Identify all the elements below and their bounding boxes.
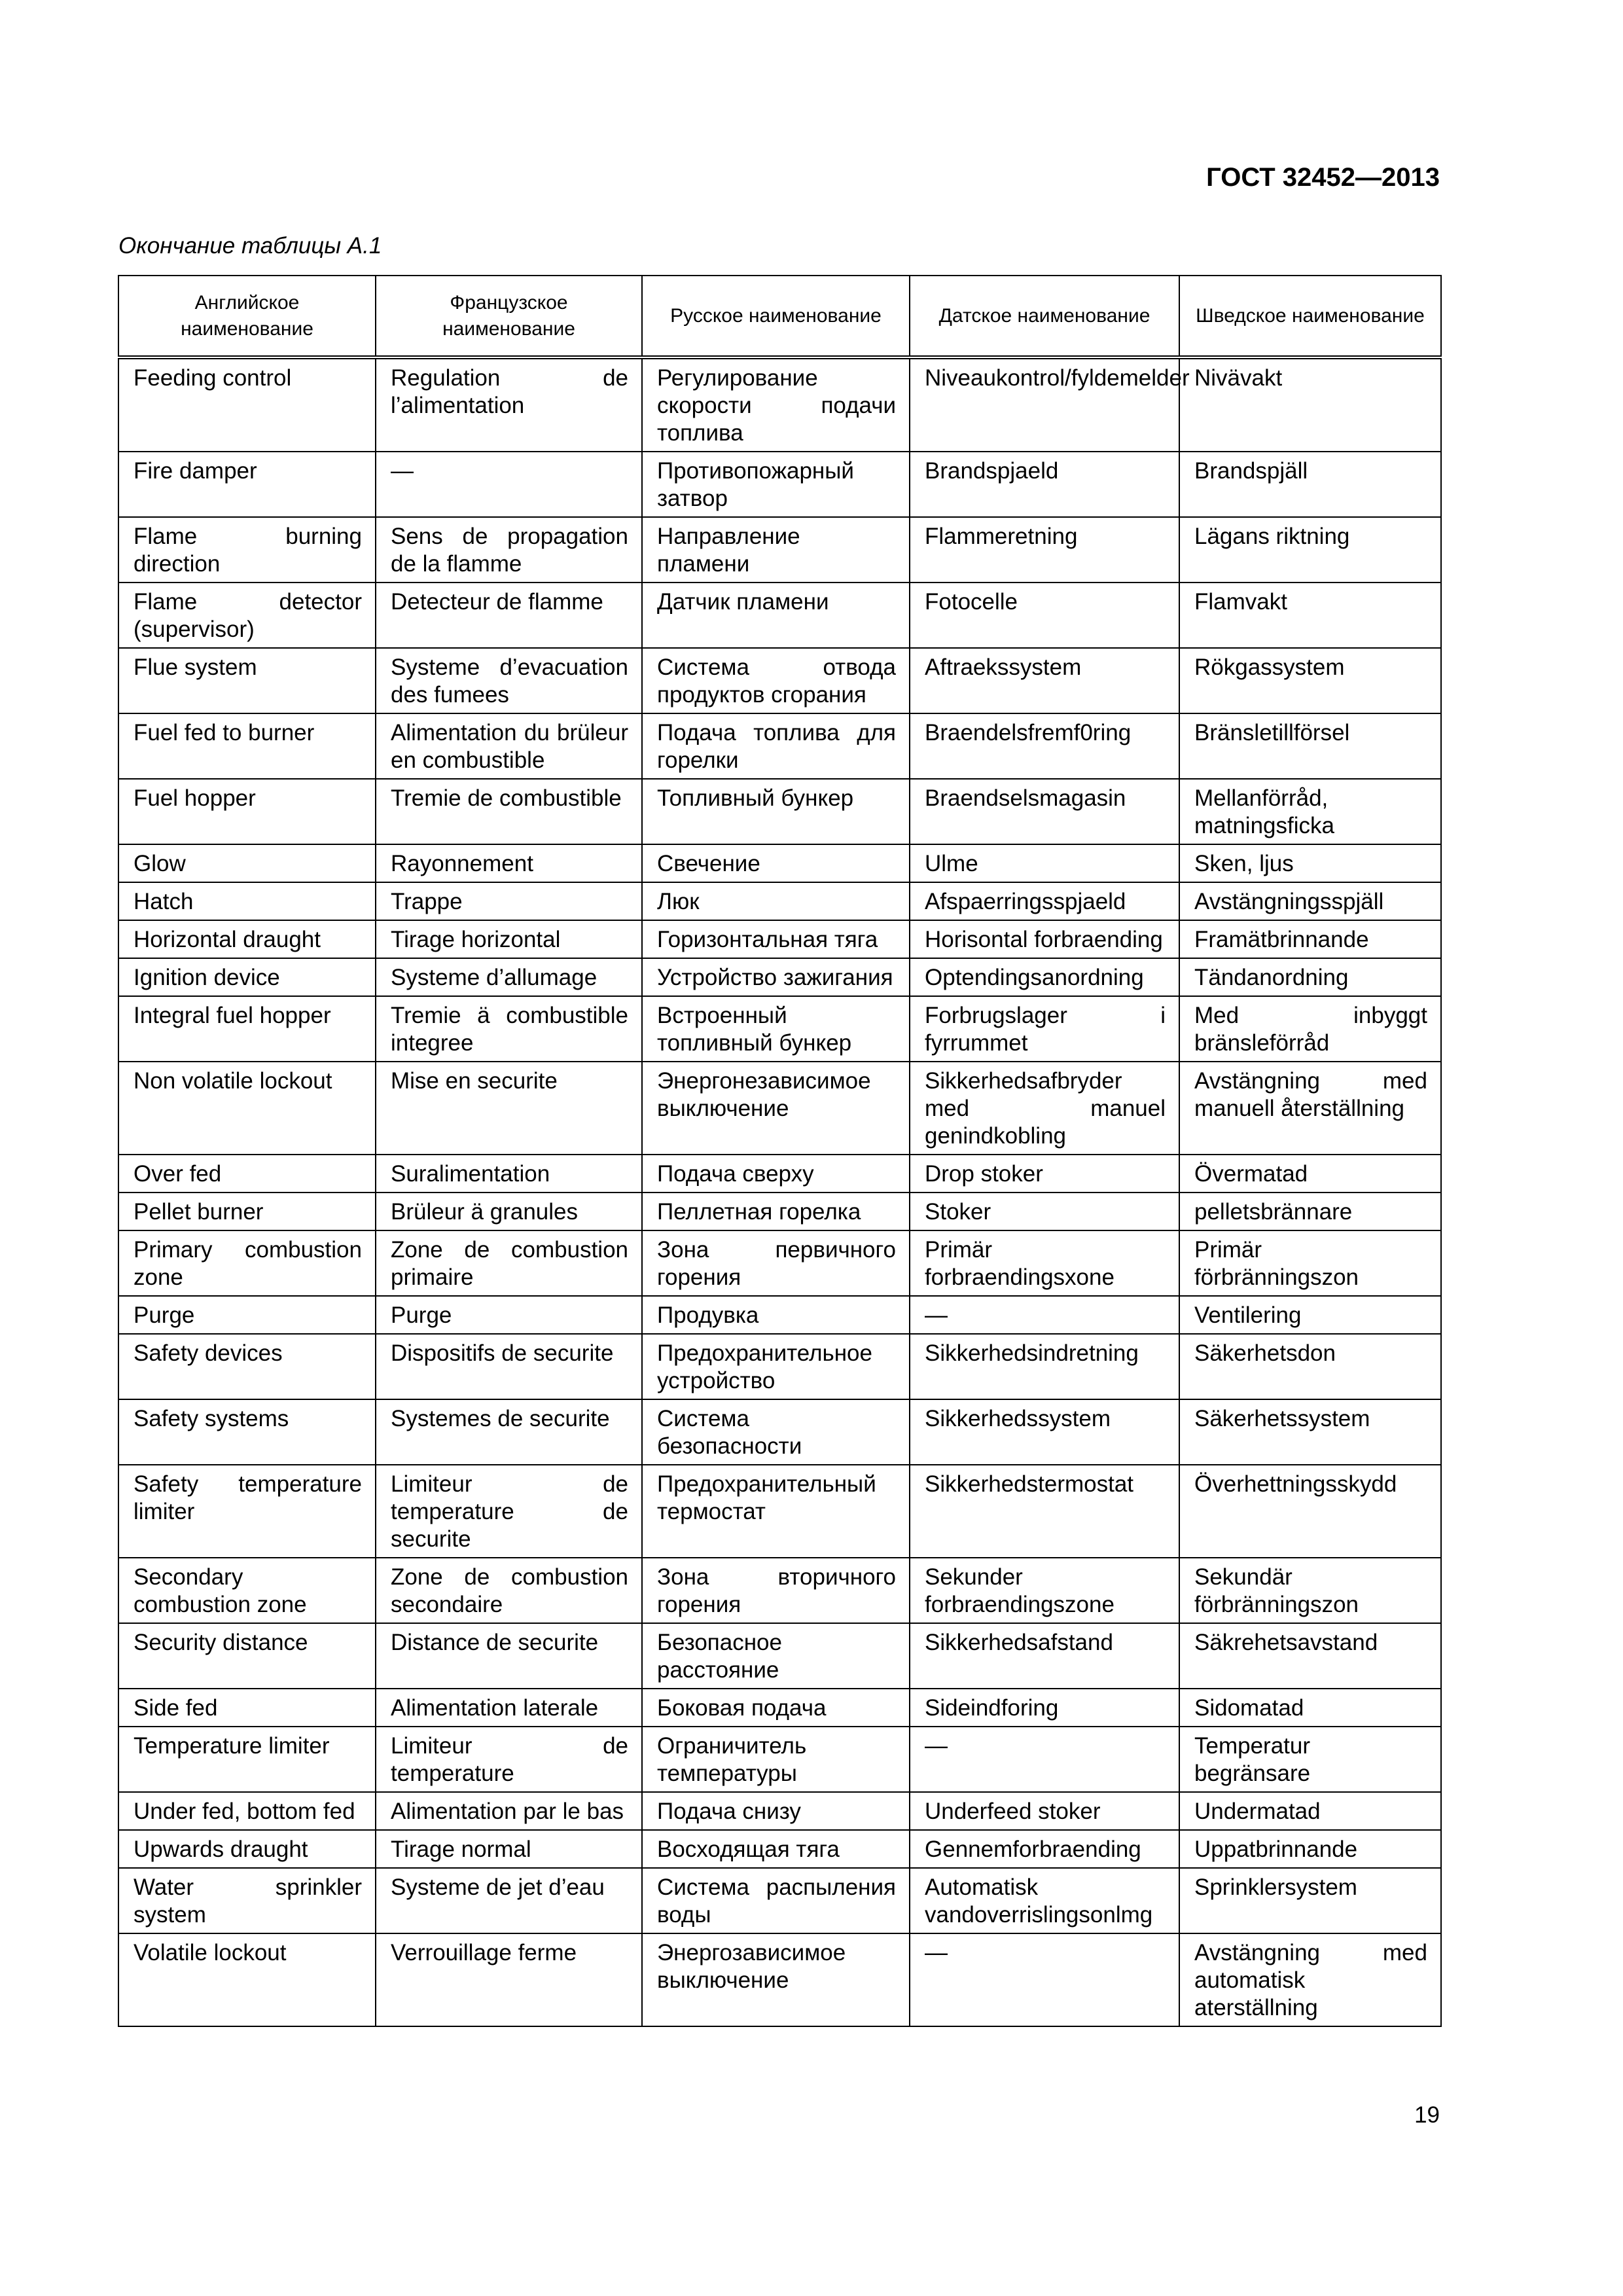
swedish-term: Säkrehetsavstand	[1179, 1623, 1441, 1689]
english-term: Feeding control	[118, 357, 376, 452]
russian-term: Топливный бункер	[642, 779, 910, 844]
swedish-term: Nivävakt	[1179, 357, 1441, 452]
table-row	[118, 1830, 1441, 1868]
swedish-term: Flamvakt	[1179, 583, 1441, 648]
english-term: Over fed	[118, 1155, 376, 1193]
table-row	[118, 357, 1441, 452]
russian-term: Горизонтальная тяга	[642, 920, 910, 958]
table-row	[118, 1558, 1441, 1623]
english-term: Upwards draught	[118, 1830, 376, 1868]
swedish-term: Mellanförråd, matningsficka	[1179, 779, 1441, 844]
french-term: Brüleur ä granules	[376, 1193, 642, 1230]
danish-term: Automatisk vandoverrislingsonlmg	[910, 1868, 1179, 1933]
english-term: Security distance	[118, 1623, 376, 1689]
swedish-term: Framätbrinnande	[1179, 920, 1441, 958]
terms-table-header	[118, 276, 1441, 357]
french-term: Alimentation laterale	[376, 1689, 642, 1727]
english-term: Horizontal draught	[118, 920, 376, 958]
russian-term: Восходящая тяга	[642, 1830, 910, 1868]
french-term: Purge	[376, 1296, 642, 1334]
french-term: Systeme d’allumage	[376, 958, 642, 996]
table-row	[118, 648, 1441, 713]
swedish-term: Sekundär förbränningszon	[1179, 1558, 1441, 1623]
table-row	[118, 1868, 1441, 1933]
table-row	[118, 1193, 1441, 1230]
swedish-term: Avstängningsspjäll	[1179, 882, 1441, 920]
danish-term: Aftraekssystem	[910, 648, 1179, 713]
danish-term: Optendingsanordning	[910, 958, 1179, 996]
french-term: Tirage horizontal	[376, 920, 642, 958]
french-term: Tirage normal	[376, 1830, 642, 1868]
table-row	[118, 1465, 1441, 1558]
table-row	[118, 1727, 1441, 1792]
french-term: Suralimentation	[376, 1155, 642, 1193]
table-row	[118, 1062, 1441, 1155]
russian-term: Подача снизу	[642, 1792, 910, 1830]
danish-term: —	[910, 1933, 1179, 2026]
table-row	[118, 996, 1441, 1062]
english-term: Safety systems	[118, 1399, 376, 1465]
swedish-term: Överhettningsskydd	[1179, 1465, 1441, 1558]
table-row	[118, 452, 1441, 517]
danish-term: Niveaukontrol/fyldemelder	[910, 357, 1179, 452]
table-row	[118, 1399, 1441, 1465]
danish-term: Sikkerhedsindretning	[910, 1334, 1179, 1399]
swedish-term: Undermatad	[1179, 1792, 1441, 1830]
english-term: Safety temperature limiter	[118, 1465, 376, 1558]
russian-term: Система отвода продуктов сгорания	[642, 648, 910, 713]
french-term: Trappe	[376, 882, 642, 920]
english-term: Integral fuel hopper	[118, 996, 376, 1062]
french-term: Rayonnement	[376, 844, 642, 882]
russian-term: Система распыления воды	[642, 1868, 910, 1933]
english-term: Non volatile lockout	[118, 1062, 376, 1155]
danish-term: —	[910, 1296, 1179, 1334]
swedish-term: Bränsletillförsel	[1179, 713, 1441, 779]
swedish-term: Säkerhetssystem	[1179, 1399, 1441, 1465]
swedish-term: Lägans riktning	[1179, 517, 1441, 583]
swedish-term: Ventilering	[1179, 1296, 1441, 1334]
danish-term: Brandspjaeld	[910, 452, 1179, 517]
danish-term: Fotocelle	[910, 583, 1179, 648]
column-header-danish: Датское наименование	[910, 276, 1179, 357]
french-term: Dispositifs de securite	[376, 1334, 642, 1399]
russian-term: Энергозависимое выключение	[642, 1933, 910, 2026]
swedish-term: Med inbyggt bränsleförråd	[1179, 996, 1441, 1062]
swedish-term: Sprinklersystem	[1179, 1868, 1441, 1933]
table-row	[118, 517, 1441, 583]
danish-term: Forbrugslager i fyrrummet	[910, 996, 1179, 1062]
english-term: Safety devices	[118, 1334, 376, 1399]
russian-term: Пеллетная горелка	[642, 1193, 910, 1230]
danish-term: Stoker	[910, 1193, 1179, 1230]
english-term: Ignition device	[118, 958, 376, 996]
russian-term: Противопожарный затвор	[642, 452, 910, 517]
english-term: Hatch	[118, 882, 376, 920]
french-term: —	[376, 452, 642, 517]
table-row	[118, 779, 1441, 844]
swedish-term: Avstängning med automatisk aterställning	[1179, 1933, 1441, 2026]
table-row	[118, 713, 1441, 779]
column-header-swedish: Шведское наименование	[1179, 276, 1441, 357]
table-row	[118, 920, 1441, 958]
english-term: Flue system	[118, 648, 376, 713]
swedish-term: Övermatad	[1179, 1155, 1441, 1193]
russian-term: Система безопасности	[642, 1399, 910, 1465]
table-row	[118, 958, 1441, 996]
danish-term: Braendelsfremf0ring	[910, 713, 1179, 779]
russian-term: Свечение	[642, 844, 910, 882]
danish-term: Primär forbraendingsxone	[910, 1230, 1179, 1296]
russian-term: Зона первичного горения	[642, 1230, 910, 1296]
table-row	[118, 1933, 1441, 2026]
russian-term: Предохранительный термостат	[642, 1465, 910, 1558]
table-row	[118, 844, 1441, 882]
french-term: Tremie ä combustible integree	[376, 996, 642, 1062]
standard-code: ГОСТ 32452—2013	[1206, 163, 1440, 192]
french-term: Zone de combustion primaire	[376, 1230, 642, 1296]
french-term: Distance de securite	[376, 1623, 642, 1689]
english-term: Glow	[118, 844, 376, 882]
table-row	[118, 1296, 1441, 1334]
swedish-term: Säkerhetsdon	[1179, 1334, 1441, 1399]
english-term: Purge	[118, 1296, 376, 1334]
danish-term: Underfeed stoker	[910, 1792, 1179, 1830]
french-term: Tremie de combustible	[376, 779, 642, 844]
page-number: 19	[1414, 2102, 1440, 2128]
column-header-russian: Русское наименование	[642, 276, 910, 357]
russian-term: Боковая подача	[642, 1689, 910, 1727]
english-term: Under fed, bottom fed	[118, 1792, 376, 1830]
french-term: Mise en securite	[376, 1062, 642, 1155]
russian-term: Люк	[642, 882, 910, 920]
english-term: Secondary combustion zone	[118, 1558, 376, 1623]
russian-term: Подача топлива для горелки	[642, 713, 910, 779]
danish-term: Sideindforing	[910, 1689, 1179, 1727]
table-caption: Окончание таблицы А.1	[118, 233, 382, 259]
russian-term: Безопасное расстояние	[642, 1623, 910, 1689]
swedish-term: Primär förbränningszon	[1179, 1230, 1441, 1296]
french-term: Systeme de jet d’eau	[376, 1868, 642, 1933]
french-term: Zone de combustion secondaire	[376, 1558, 642, 1623]
table-row	[118, 583, 1441, 648]
danish-term: Sekunder forbraendingszone	[910, 1558, 1179, 1623]
english-term: Primary combustion zone	[118, 1230, 376, 1296]
danish-term: —	[910, 1727, 1179, 1792]
swedish-term: Sidomatad	[1179, 1689, 1441, 1727]
table-row	[118, 1230, 1441, 1296]
swedish-term: pelletsbrännare	[1179, 1193, 1441, 1230]
table-row	[118, 1792, 1441, 1830]
french-term: Alimentation du brüleur en combustible	[376, 713, 642, 779]
english-term: Side fed	[118, 1689, 376, 1727]
swedish-term: Brandspjäll	[1179, 452, 1441, 517]
russian-term: Регулирование скорости подачи топлива	[642, 357, 910, 452]
russian-term: Продувка	[642, 1296, 910, 1334]
french-term: Limiteur de temperature de securite	[376, 1465, 642, 1558]
column-header-english: Английское наименование	[118, 276, 376, 357]
russian-term: Энергонезависимое выключение	[642, 1062, 910, 1155]
swedish-term: Avstängning med manuell återställning	[1179, 1062, 1441, 1155]
danish-term: Sikkerhedssystem	[910, 1399, 1179, 1465]
english-term: Fuel fed to burner	[118, 713, 376, 779]
danish-term: Sikkerhedstermostat	[910, 1465, 1179, 1558]
terms-table	[118, 275, 1442, 2027]
french-term: Limiteur de temperature	[376, 1727, 642, 1792]
swedish-term: Tändanordning	[1179, 958, 1441, 996]
danish-term: Braendselsmagasin	[910, 779, 1179, 844]
danish-term: Sikkerhedsafstand	[910, 1623, 1179, 1689]
russian-term: Зона вторичного горения	[642, 1558, 910, 1623]
danish-term: Gennemforbraending	[910, 1830, 1179, 1868]
english-term: Fire damper	[118, 452, 376, 517]
danish-term: Afspaerringsspjaeld	[910, 882, 1179, 920]
table-row	[118, 1689, 1441, 1727]
english-term: Pellet burner	[118, 1193, 376, 1230]
table-row	[118, 1334, 1441, 1399]
danish-term: Horisontal forbraending	[910, 920, 1179, 958]
column-header-french: Французское наименование	[376, 276, 642, 357]
swedish-term: Temperatur begränsare	[1179, 1727, 1441, 1792]
header-row	[118, 276, 1441, 357]
russian-term: Подача сверху	[642, 1155, 910, 1193]
russian-term: Датчик пламени	[642, 583, 910, 648]
danish-term: Drop stoker	[910, 1155, 1179, 1193]
english-term: Temperature limiter	[118, 1727, 376, 1792]
danish-term: Sikkerhedsafbryder med manuel genindkobling	[910, 1062, 1179, 1155]
french-term: Alimentation par le bas	[376, 1792, 642, 1830]
table-row	[118, 1623, 1441, 1689]
swedish-term: Sken, ljus	[1179, 844, 1441, 882]
danish-term: Flammeretning	[910, 517, 1179, 583]
russian-term: Встроенный топливный бункер	[642, 996, 910, 1062]
swedish-term: Rökgassystem	[1179, 648, 1441, 713]
english-term: Flame detector (supervisor)	[118, 583, 376, 648]
french-term: Systeme d’evacuation des fumees	[376, 648, 642, 713]
french-term: Verrouillage ferme	[376, 1933, 642, 2026]
russian-term: Устройство зажигания	[642, 958, 910, 996]
french-term: Detecteur de flamme	[376, 583, 642, 648]
french-term: Regulation de l’alimentation	[376, 357, 642, 452]
english-term: Flame burning direction	[118, 517, 376, 583]
danish-term: Ulme	[910, 844, 1179, 882]
english-term: Volatile lockout	[118, 1933, 376, 2026]
english-term: Fuel hopper	[118, 779, 376, 844]
french-term: Systemes de securite	[376, 1399, 642, 1465]
table-row	[118, 1155, 1441, 1193]
table-row	[118, 882, 1441, 920]
russian-term: Ограничитель температуры	[642, 1727, 910, 1792]
russian-term: Направление пламени	[642, 517, 910, 583]
swedish-term: Uppatbrinnande	[1179, 1830, 1441, 1868]
english-term: Water sprinkler system	[118, 1868, 376, 1933]
terms-table-body	[118, 357, 1441, 2026]
russian-term: Предохранительное устройство	[642, 1334, 910, 1399]
french-term: Sens de propagation de la flamme	[376, 517, 642, 583]
